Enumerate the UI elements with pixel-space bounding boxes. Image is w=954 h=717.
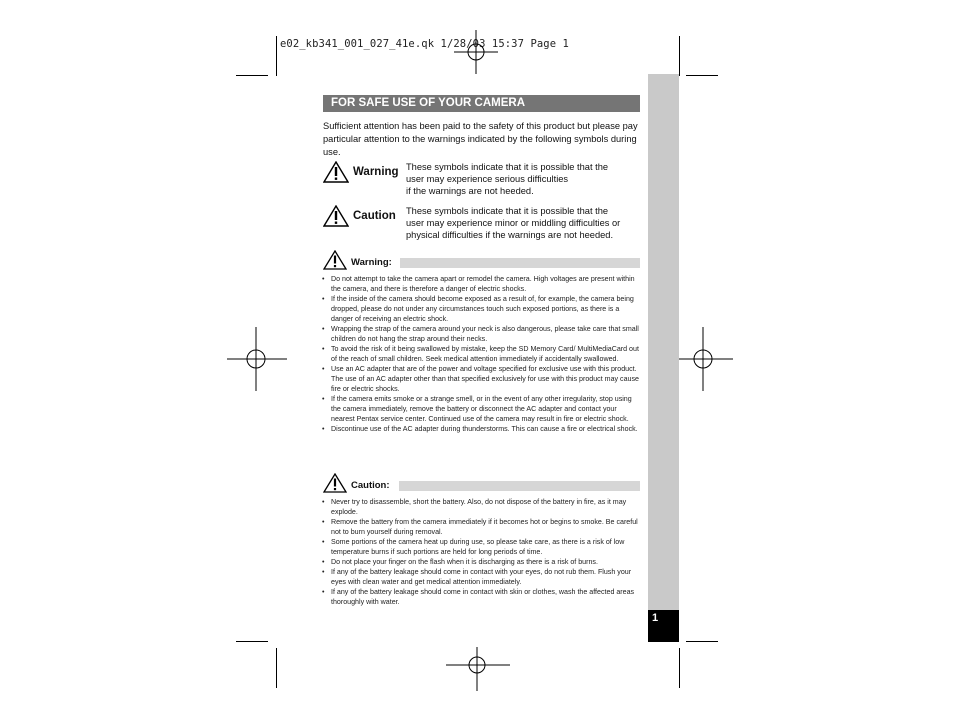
crosshair-registration-icon (454, 30, 498, 74)
symbol-label: Warning (353, 166, 399, 178)
caution-list (322, 497, 642, 607)
list-item: • If any of the battery leakage should come in contact with skin or clothes, wash the affected areas thoroughly with water. (322, 587, 642, 607)
warning-triangle-icon (323, 250, 347, 270)
description-line: physical difficulties if the warnings are not heeded. (406, 230, 614, 240)
warning-triangle-icon (323, 473, 347, 493)
warning-section-heading (323, 250, 643, 270)
crosshair-registration-icon (673, 327, 733, 391)
list-item: • Remove the battery from the camera immediately if it becomes hot or begins to smoke. Be careful not to burn yourself during removal. (322, 517, 642, 537)
crosshair-registration-icon (446, 647, 510, 691)
section-heading-label: Caution: (351, 480, 390, 491)
description-line: These symbols indicate that it is possible that the (406, 206, 609, 216)
crop-mark (276, 648, 277, 688)
list-item: • To avoid the risk of it being swallowed by mistake, keep the SD Memory Card/ MultiMediaCard out of the reach of small children. Seek medical attention immediately if accidentally swallowed. (322, 344, 642, 364)
crosshair-registration-icon (227, 327, 287, 391)
print-header: e02_kb341_001_027_41e.qk 1/28/03 15:37 Page 1 (280, 38, 569, 50)
crop-mark (679, 36, 680, 76)
section-heading-bar (399, 481, 640, 491)
list-item: • If any of the battery leakage should come in contact with your eyes, do not rub them. Flush your eyes with clean water and get medical attention immediately. (322, 567, 642, 587)
page-number: 1 (648, 610, 679, 642)
list-item: • Some portions of the camera heat up during use, so please take care, as there is a risk of low temperature burns if such portions are held for long periods of time. (322, 537, 642, 557)
description-line: if the warnings are not heeded. (406, 186, 534, 196)
page-title: FOR SAFE USE OF YOUR CAMERA (323, 95, 640, 112)
crop-mark (686, 75, 718, 76)
description-line: user may experience serious difficulties (406, 174, 569, 184)
crop-mark (236, 641, 268, 642)
list-item: • Do not place your finger on the flash when it is discharging as there is a risk of burns. (322, 557, 642, 567)
description-line: These symbols indicate that it is possible that the (406, 162, 609, 172)
list-item: • Use an AC adapter that are of the power and voltage specified for exclusive use with this product. The use of an AC adapter other than that specified exclusively for use with this product may cause fire or electric shocks. (322, 364, 642, 394)
crop-mark (276, 36, 277, 76)
symbol-row-caution (323, 205, 643, 245)
crop-mark (679, 648, 680, 688)
caution-section-heading (323, 473, 643, 493)
list-item: • Never try to disassemble, short the battery. Also, do not dispose of the battery in fire, as it may explode. (322, 497, 642, 517)
list-item: • Discontinue use of the AC adapter during thunderstorms. This can cause a fire or electrical shock. (322, 424, 642, 434)
list-item: • Wrapping the strap of the camera around your neck is also dangerous, please take care that small children do not hang the strap around their necks. (322, 324, 642, 344)
warning-list (322, 274, 642, 434)
description-line: user may experience minor or middling difficulties or (406, 218, 621, 228)
symbol-label: Caution (353, 210, 396, 222)
list-item: • If the inside of the camera should become exposed as a result of, for example, the camera being dropped, please do not under any circumstances touch such exposed portions, as there is a danger of receiving an electric shock. (322, 294, 642, 324)
intro-paragraph: Sufficient attention has been paid to the safety of this product but please pay particular attention to the warnings indicated by the following symbols during use. (323, 121, 638, 157)
crop-mark (236, 75, 268, 76)
warning-triangle-icon (323, 161, 349, 183)
list-item: • If the camera emits smoke or a strange smell, or in the event of any other irregularity, stop using the camera immediately, remove the battery or disconnect the AC adapter and contact your nearest Pentax service center. Continued use of the camera may result in fire or electric shock. (322, 394, 642, 424)
crop-mark (686, 641, 718, 642)
list-item: • Do not attempt to take the camera apart or remodel the camera. High voltages are present within the camera, and there is therefore a danger of electric shocks. (322, 274, 642, 294)
side-tab (648, 74, 679, 610)
section-heading-bar (400, 258, 640, 268)
section-heading-label: Warning: (351, 257, 392, 268)
symbol-description (406, 205, 646, 241)
symbol-description (406, 161, 646, 197)
symbol-row-warning (323, 161, 643, 201)
warning-triangle-icon (323, 205, 349, 227)
